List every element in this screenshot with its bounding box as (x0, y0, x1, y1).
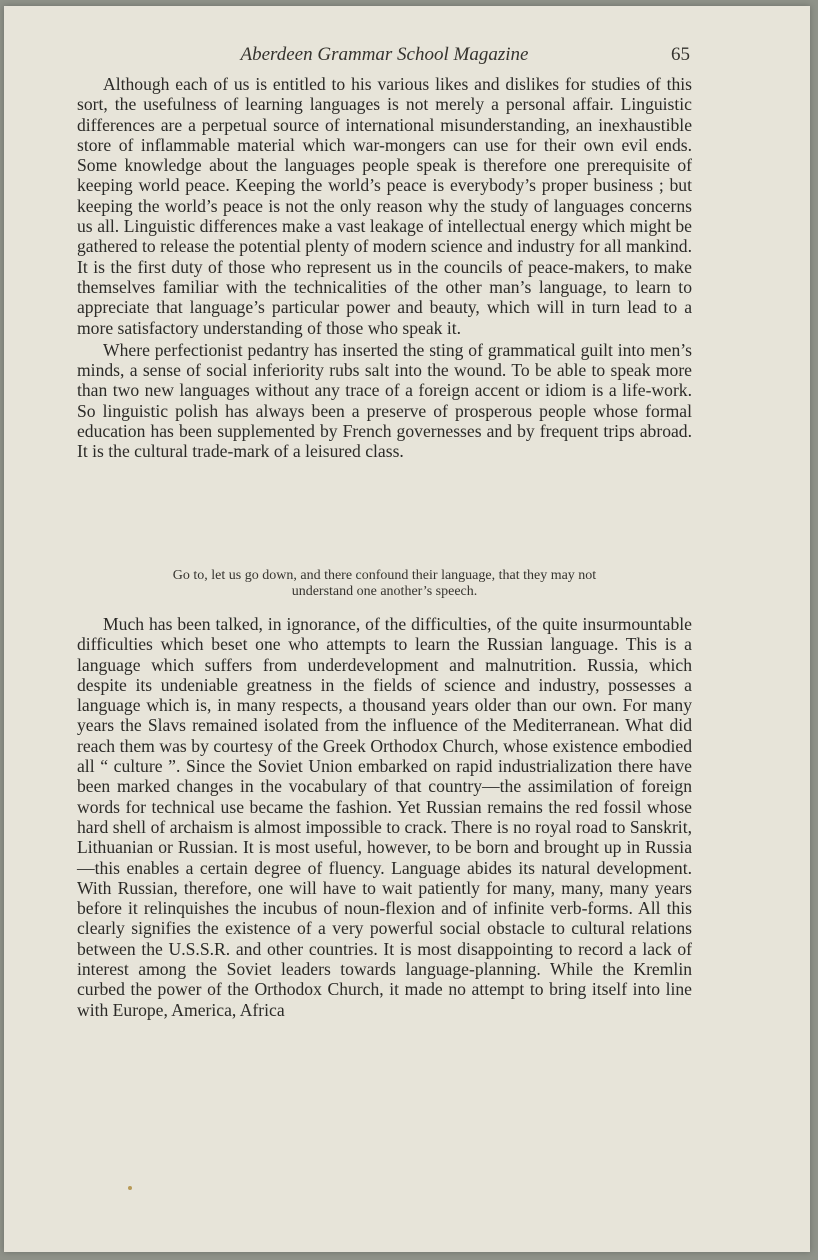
running-title: Aberdeen Grammar School Magazine (240, 44, 529, 65)
paragraph-russian-language: Much has been talked, in ignorance, of the difficulties, of the quite insurmountable difficulties which beset one who attempts to learn the Russian language. This is a language which suffers from underdevelopment and malnutrition. Russia, which despite its undeniable greatness in the fields of science and industry, possesses a language which is, in many respects, a thousand years older than our own. For many years the Slavs remained isolated from the influence of the Mediterranean. What did reach them was by courtesy of the Greek Orthodox Church, whose existence embodied all “ culture ”. Since the Soviet Union embarked on rapid industrialization there have been marked changes in the vocabulary of that country—the assimilation of foreign words for technical use became the fashion. Yet Russian remains the red fossil whose hard shell of archaism is almost impossible to crack. There is no royal road to Sanskrit, Lithuanian or Russian. It is most useful, however, to be born and brought up in Russia—this enables a certain degree of fluency. Language abides its natural development. With Russian, therefore, one will have to wait patiently for many, many, many years before it relinquishes the incubus of noun-flexion and of infinite verb-forms. All this clearly signifies the existence of a very powerful social obstacle to cultural relations between the U.S.S.R. and other countries. It is most disappointing to record a lack of interest among the Soviet leaders towards language-planning. While the Kremlin curbed the power of the Orthodox Church, it made no attempt to bring itself into line with Europe, America, Africa (77, 614, 692, 1020)
body-section-1 (77, 74, 692, 462)
epigraph-line-1: Go to, let us go down, and there confound their language, that they may not (172, 568, 597, 583)
paper-speck (128, 1186, 132, 1190)
page-number: 65 (671, 44, 690, 65)
epigraph-line-2: understand one another’s speech. (291, 583, 478, 599)
paragraph-perfectionist-pedantry: Where perfectionist pedantry has inserted the sting of grammatical guilt into men’s minds, a sense of social inferiority rubs salt into the wound. To be able to speak more than two new languages without any trace of a foreign accent or idiom is a life-work. So linguistic polish has always been a preserve of prosperous people whose formal education has been supplemented by French governesses and by frequent trips abroad. It is the cultural trade-mark of a leisured class. (77, 339, 692, 462)
body-section-2 (77, 614, 692, 1020)
paragraph-languages-usefulness: Although each of us is entitled to his various likes and dislikes for studies of this sort, the usefulness of learning languages is not merely a personal affair. Linguistic differences are a perpetual source of international misunderstanding, an inexhaustible store of inflammable material which war-mongers can use for their own evil ends. Some knowledge about the languages people speak is therefore one prerequisite of keeping world peace. Keeping the world’s peace is everybody’s proper business ; but keeping the world’s peace is not the only reason why the study of languages concerns us all. Linguistic differences make a vast leakage of intellectual energy which might be gathered to release the potential plenty of modern science and industry for all mankind. It is the first duty of those who represent us in the councils of peace-makers, to make themselves familiar with the technicalities of the other man’s language, to learn to appreciate that language’s particular power and beauty, which will in turn lead to a more satisfactory understanding of those who speak it. (77, 74, 692, 338)
epigraph (77, 568, 692, 599)
magazine-page (4, 6, 810, 1252)
page-header (77, 44, 692, 72)
